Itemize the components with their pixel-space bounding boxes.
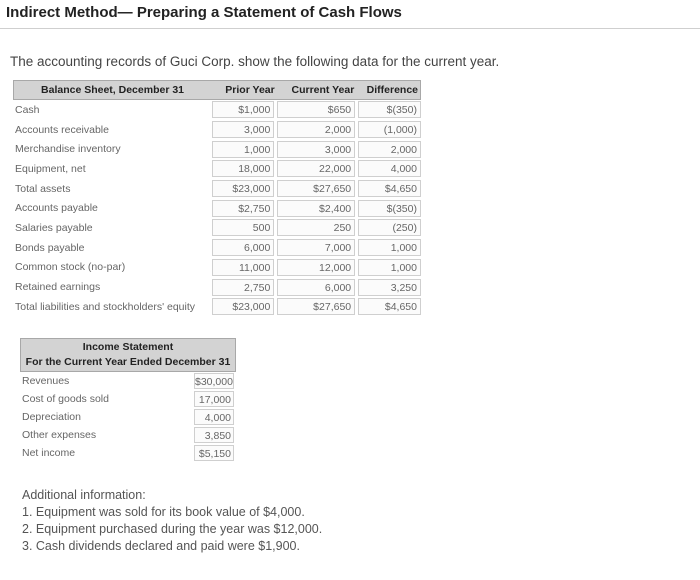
- prior-year-cell: 11,000: [212, 259, 274, 276]
- current-year-cell: 22,000: [277, 160, 355, 177]
- additional-info-item: 3. Cash dividends declared and paid were $1,900.: [22, 539, 300, 553]
- income-statement-header: [20, 338, 236, 372]
- table-row: [13, 277, 421, 297]
- prior-year-cell: 3,000: [212, 121, 274, 138]
- table-row: [13, 258, 421, 278]
- table-row: [13, 198, 421, 218]
- difference-cell: $4,650: [358, 180, 421, 197]
- table-row: [13, 159, 421, 179]
- table-row: [20, 390, 236, 408]
- table-row: [13, 179, 421, 199]
- row-label: Other expenses: [22, 429, 97, 441]
- current-year-cell: $650: [277, 101, 355, 118]
- table-row: [20, 372, 236, 390]
- table-row: [13, 238, 421, 258]
- current-year-cell: 7,000: [277, 239, 355, 256]
- intro-text: The accounting records of Guci Corp. show the following data for the current year.: [10, 54, 500, 69]
- income-statement-table: [20, 338, 236, 462]
- table-row: [13, 120, 421, 140]
- additional-info-heading: Additional information:: [22, 488, 146, 502]
- page-title: Indirect Method— Preparing a Statement of Cash Flows: [6, 4, 402, 21]
- prior-year-cell: 18,000: [212, 160, 274, 177]
- prior-year-cell: $1,000: [212, 101, 274, 118]
- balance-sheet-header: [13, 80, 421, 100]
- row-label: Merchandise inventory: [15, 143, 121, 156]
- title-divider: [0, 28, 700, 29]
- row-label: Depreciation: [22, 411, 81, 423]
- current-year-cell: $27,650: [277, 180, 355, 197]
- row-label: Retained earnings: [15, 281, 101, 294]
- table-row: [20, 426, 236, 444]
- row-label: Accounts payable: [15, 202, 98, 215]
- difference-cell: $(350): [358, 101, 421, 118]
- header-current-year: Current Year: [291, 84, 355, 96]
- difference-cell: 4,000: [358, 160, 421, 177]
- table-row: [13, 297, 421, 317]
- prior-year-cell: 6,000: [212, 239, 274, 256]
- current-year-cell: 2,000: [277, 121, 355, 138]
- table-row: [13, 139, 421, 159]
- table-row: [20, 408, 236, 426]
- current-year-cell: 12,000: [277, 259, 355, 276]
- prior-year-cell: $2,750: [212, 200, 274, 217]
- header-difference: Difference: [366, 84, 419, 96]
- row-label: Bonds payable: [15, 241, 85, 254]
- additional-info-item: 2. Equipment purchased during the year was $12,000.: [22, 522, 323, 536]
- difference-cell: 2,000: [358, 141, 421, 158]
- difference-cell: $(350): [358, 200, 421, 217]
- amount-cell: 3,850: [194, 427, 234, 443]
- current-year-cell: 250: [277, 219, 355, 236]
- difference-cell: (250): [358, 219, 421, 236]
- header-balance-sheet: Balance Sheet, December 31: [41, 84, 185, 96]
- difference-cell: 1,000: [358, 239, 421, 256]
- row-label: Salaries payable: [15, 221, 93, 234]
- table-row: [13, 100, 421, 120]
- difference-cell: 3,250: [358, 279, 421, 296]
- prior-year-cell: 500: [212, 219, 274, 236]
- current-year-cell: $27,650: [277, 298, 355, 315]
- row-label: Total assets: [15, 182, 71, 195]
- additional-information: [22, 487, 322, 555]
- current-year-cell: 6,000: [277, 279, 355, 296]
- income-statement-title: Income Statement: [82, 341, 174, 353]
- row-label: Net income: [22, 447, 76, 459]
- amount-cell: $30,000: [194, 373, 234, 389]
- difference-cell: (1,000): [358, 121, 421, 138]
- row-label: Common stock (no-par): [15, 261, 126, 274]
- difference-cell: 1,000: [358, 259, 421, 276]
- amount-cell: 17,000: [194, 391, 234, 407]
- additional-info-item: 1. Equipment was sold for its book value of $4,000.: [22, 505, 305, 519]
- row-label: Accounts receivable: [15, 123, 109, 136]
- prior-year-cell: 2,750: [212, 279, 274, 296]
- current-year-cell: 3,000: [277, 141, 355, 158]
- row-label: Cash: [15, 103, 40, 116]
- row-label: Revenues: [22, 375, 70, 387]
- row-label: Cost of goods sold: [22, 393, 109, 405]
- current-year-cell: $2,400: [277, 200, 355, 217]
- row-label: Equipment, net: [15, 162, 86, 175]
- prior-year-cell: $23,000: [212, 180, 274, 197]
- table-row: [20, 444, 236, 462]
- row-label: Total liabilities and stockholders' equity: [15, 300, 196, 313]
- table-row: [13, 218, 421, 238]
- amount-cell: 4,000: [194, 409, 234, 425]
- prior-year-cell: 1,000: [212, 141, 274, 158]
- prior-year-cell: $23,000: [212, 298, 274, 315]
- header-prior-year: Prior Year: [225, 84, 275, 96]
- difference-cell: $4,650: [358, 298, 421, 315]
- balance-sheet-table: [13, 80, 421, 317]
- amount-cell: $5,150: [194, 445, 234, 461]
- income-statement-subtitle: For the Current Year Ended December 31: [25, 356, 231, 368]
